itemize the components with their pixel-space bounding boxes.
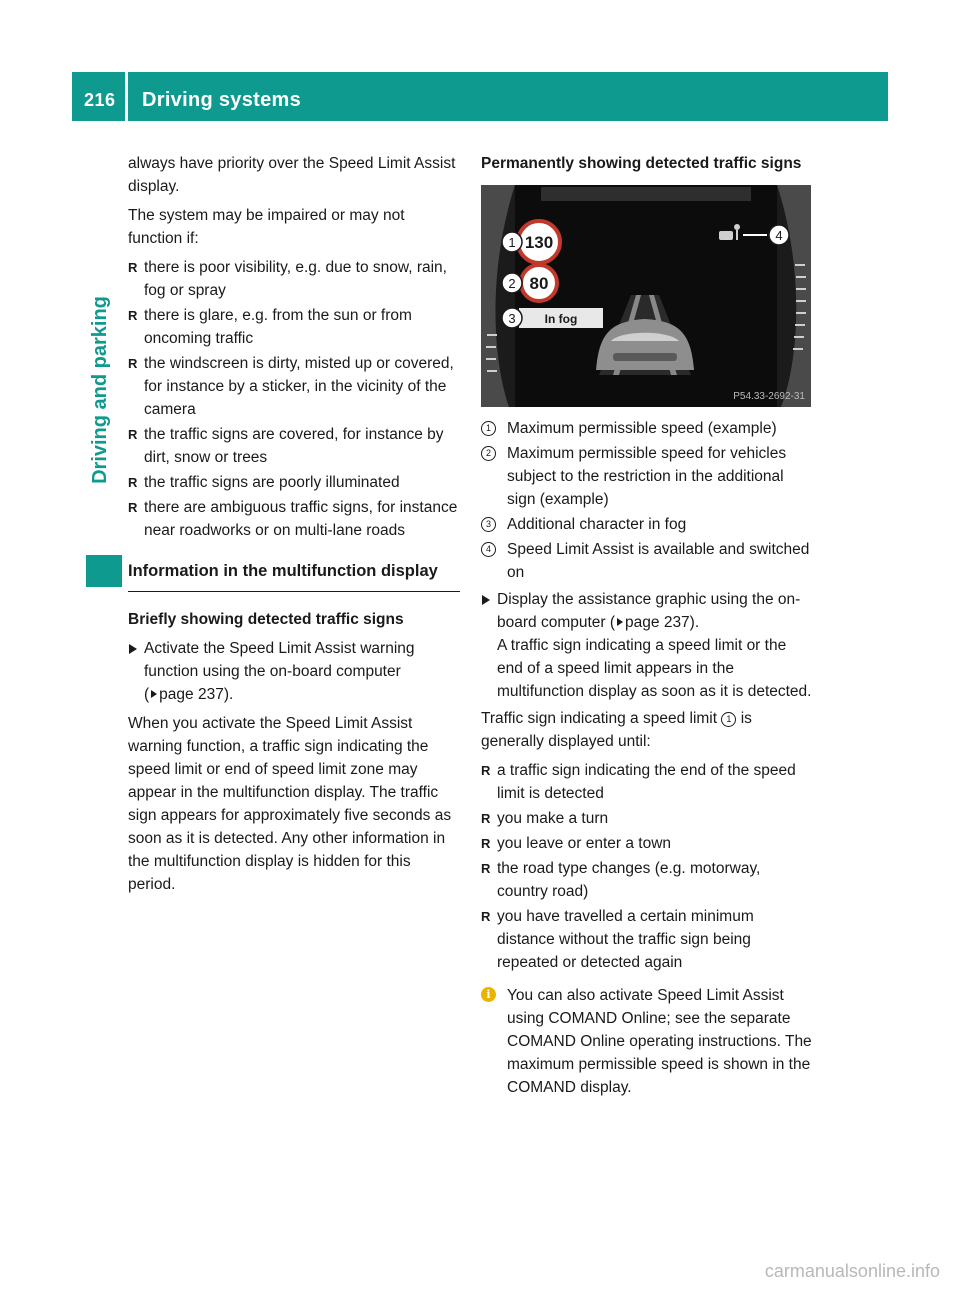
legend-text: Maximum permissible speed for vehicles subject to the restriction in the additional sign (example): [507, 445, 787, 508]
list-item: R you leave or enter a town: [481, 832, 813, 855]
side-tab-marker: [86, 555, 122, 587]
left-column: [128, 152, 460, 902]
list-item: R there is poor visibility, e.g. due to snow, rain, fog or spray: [128, 256, 460, 302]
page-reference-arrow-icon: [617, 618, 623, 626]
legend-number: 3: [481, 517, 496, 532]
list-item: R there are ambiguous traffic signs, for instance near roadworks or on multi-lane roads: [128, 496, 460, 542]
additional-sign-fog: In fog: [544, 312, 578, 326]
header-divider: [125, 72, 128, 121]
page-reference-link[interactable]: page 237).: [625, 614, 700, 631]
legend-number: 4: [481, 542, 496, 557]
instruction-step: Activate the Speed Limit Assist warning function using the on-board computer ( page 237).: [128, 637, 460, 706]
info-text: You can also activate Speed Limit Assist using COMAND Online; see the separate COMAND Online operating instructions. The maximum permissible speed is shown in the COMAND display.: [507, 987, 812, 1096]
page-number: 216: [84, 90, 116, 110]
info-note: [481, 984, 813, 1099]
speed-sign-80: 80: [529, 274, 549, 293]
legend-item-2: [481, 442, 813, 511]
paragraph-impaired: The system may be impaired or may not function if:: [128, 207, 405, 247]
right-column: [481, 152, 813, 1099]
legend-number: 2: [481, 446, 496, 461]
page-header: [72, 72, 888, 121]
paragraph-displayed-until: [481, 707, 813, 753]
list-item: R you make a turn: [481, 807, 813, 830]
step-text: Display the assistance graphic using the on-board computer (: [497, 591, 801, 631]
side-tab-label: Driving and parking: [89, 296, 111, 484]
callout-4: 4: [775, 228, 783, 243]
legend-item-3: [481, 513, 813, 536]
page-reference-link[interactable]: page 237).: [159, 686, 234, 703]
figure-code: P54.33-2692-31: [733, 391, 805, 402]
list-item: R you have travelled a certain minimum distance without the traffic sign being repeated or detected again: [481, 905, 813, 974]
inline-callout-1: 1: [721, 712, 736, 727]
info-icon: i: [481, 987, 496, 1002]
callout-3: 3: [508, 311, 516, 326]
speed-sign-130: 130: [524, 233, 554, 252]
heading-briefly-showing: Briefly showing detected traffic signs: [128, 611, 404, 628]
list-item: R there is glare, e.g. from the sun or from oncoming traffic: [128, 304, 460, 350]
step-text: Activate the Speed Limit Assist warning function using the on-board computer: [144, 640, 415, 680]
side-tab: [86, 240, 114, 540]
legend-number: 1: [481, 421, 496, 436]
list-item: R the traffic signs are covered, for instance by dirt, snow or trees: [128, 423, 460, 469]
paragraph-priority: always have priority over the Speed Limit Assist display.: [128, 155, 456, 195]
legend-item-1: [481, 417, 813, 440]
callout-2: 2: [508, 276, 516, 291]
watermark: carmanualsonline.info: [764, 1261, 940, 1281]
legend-text: Speed Limit Assist is available and switched on: [507, 541, 810, 581]
section-title: Driving systems: [142, 89, 302, 111]
legend-item-4: [481, 538, 813, 584]
legend-text: Maximum permissible speed (example): [507, 420, 777, 437]
list-item: R the road type changes (e.g. motorway, country road): [481, 857, 813, 903]
step-detail: A traffic sign indicating a speed limit or the end of a speed limit appears in the multifunction display as soon as it is detected.: [497, 637, 812, 700]
list-item: R the windscreen is dirty, misted up or covered, for instance by a sticker, in the vicinity of the camera: [128, 352, 460, 421]
callout-1: 1: [508, 235, 516, 250]
instruction-step: [481, 588, 813, 703]
legend-text: Additional character in fog: [507, 516, 687, 533]
paragraph-warning-function: When you activate the Speed Limit Assist warning function, a traffic sign indicating the speed limit or end of speed limit zone may appear in the multifunction display. The traffic sign appears for approximately five seconds as soon as it is detected. Any other information in the multifunction display is hidden for this period.: [128, 715, 452, 893]
list-item: R the traffic signs are poorly illuminated: [128, 471, 460, 494]
list-item: R a traffic sign indicating the end of the speed limit is detected: [481, 759, 813, 805]
paragraph-text: Traffic sign indicating a speed limit: [481, 710, 718, 727]
page-reference-arrow-icon: [151, 690, 157, 698]
paragraph-text: is generally displayed until:: [481, 710, 752, 750]
heading-multifunction-display: Information in the multifunction display: [128, 560, 460, 592]
multifunction-display-figure: [481, 185, 811, 407]
heading-permanently-showing: Permanently showing detected traffic signs: [481, 155, 802, 172]
